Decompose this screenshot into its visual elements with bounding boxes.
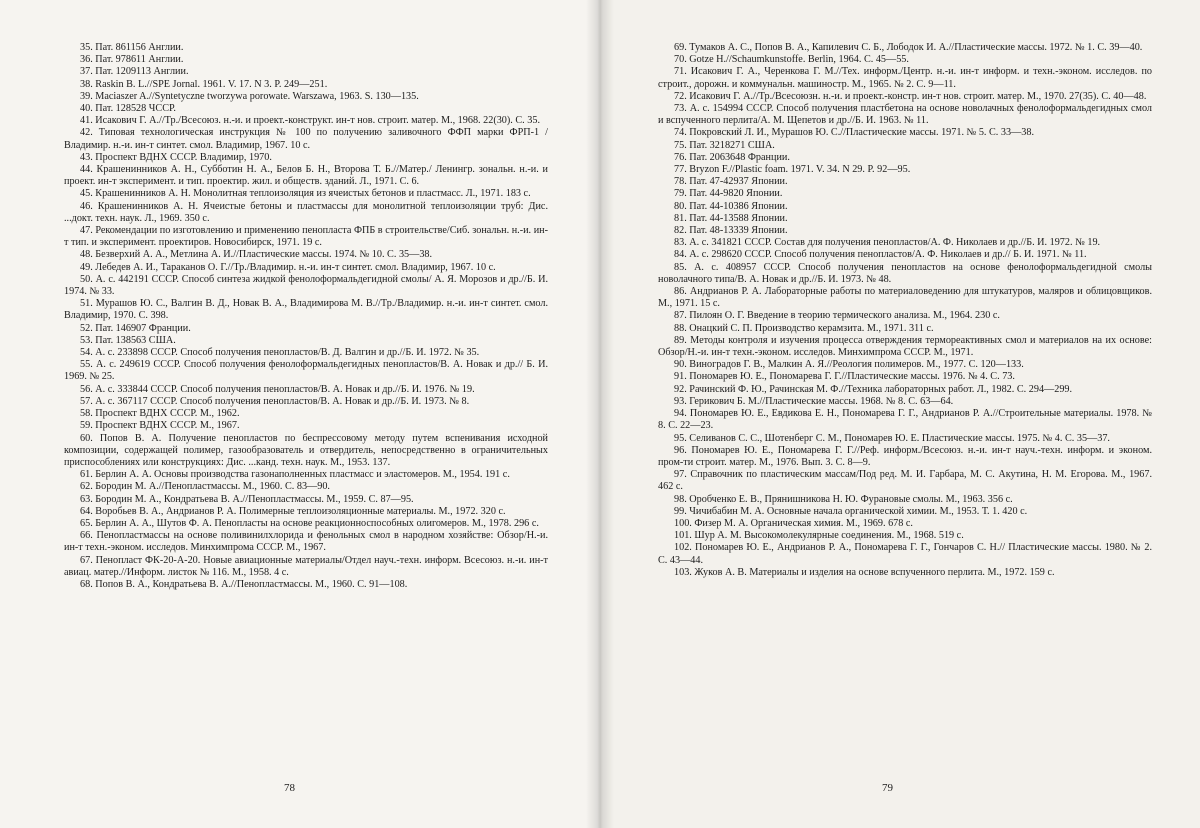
- reference-entry: 81. Пат. 44-13588 Японии.: [658, 213, 1152, 225]
- reference-entry: 99. Чичибабин М. А. Основные начала органической химии. М., 1953. Т. 1. 420 с.: [658, 506, 1152, 518]
- reference-entry: 42. Типовая технологическая инструкция № 100 по получению заливочного ФФП марки ФРП-1 /Владимир. н.-и. ин-т синтет. смол. Владимир, 1967. 10 с.: [64, 127, 548, 151]
- reference-entry: 53. Пат. 138563 США.: [64, 335, 548, 347]
- reference-entry: 93. Герикович Б. М.//Пластические массы. 1968. № 8. С. 63—64.: [658, 396, 1152, 408]
- reference-entry: 59. Проспект ВДНХ СССР. М., 1967.: [64, 420, 548, 432]
- book-spread: [0, 0, 1200, 828]
- reference-entry: 58. Проспект ВДНХ СССР. М., 1962.: [64, 408, 548, 420]
- reference-entry: 95. Селиванов С. С., Шотенберг С. М., Пономарев Ю. Е. Пластические массы. 1975. № 4. С. 35—37.: [658, 433, 1152, 445]
- reference-entry: 103. Жуков А. В. Материалы и изделия на основе вспученного перлита. М., 1972. 159 с.: [658, 567, 1152, 579]
- reference-entry: 87. Пилоян О. Г. Введение в теорию термического анализа. М., 1964. 230 с.: [658, 310, 1152, 322]
- reference-entry: 69. Тумаков А. С., Попов В. А., Капилевич С. Б., Лободок И. А.//Пластические массы. 1972. № 1. С. 39—40.: [658, 42, 1152, 54]
- reference-entry: 54. А. с. 233898 СССР. Способ получения пенопластов/В. Д. Валгин и др.//Б. И. 1972. № 35.: [64, 347, 548, 359]
- reference-entry: 57. А. с. 367117 СССР. Способ получения пенопластов/В. А. Новак и др.//Б. И. 1973. № 8.: [64, 396, 548, 408]
- reference-entry: 36. Пат. 978611 Англии.: [64, 54, 548, 66]
- reference-entry: 55. А. с. 249619 СССР. Способ получения фенолоформальдегидных пенопластов/В. А. Новак и др.// Б. И. 1969. № 25.: [64, 359, 548, 383]
- reference-entry: 61. Берлин А. А. Основы производства газонаполненных пластмасс и эластомеров. М., 1954. 191 с.: [64, 469, 548, 481]
- reference-entry: 40. Пат. 128528 ЧССР.: [64, 103, 548, 115]
- page-number-left: 78: [284, 782, 295, 794]
- reference-entry: 48. Безверхий А. А., Метлина А. И.//Пластические массы. 1974. № 10. С. 35—38.: [64, 249, 548, 261]
- reference-entry: 62. Бородин М. А.//Пенопластмассы. М., 1960. С. 83—90.: [64, 481, 548, 493]
- reference-entry: 86. Андрианов Р. А. Лабораторные работы по материаловедению для штукатуров, маляров и облицовщиков. М., 1971. 15 с.: [658, 286, 1152, 310]
- reference-entry: 74. Покровский Л. И., Мурашов Ю. С.//Пластические массы. 1971. № 5. С. 33—38.: [658, 127, 1152, 139]
- reference-entry: 76. Пат. 2063648 Франции.: [658, 152, 1152, 164]
- reference-entry: 45. Крашенинников А. Н. Монолитная теплоизоляция из ячеистых бетонов и пластмасс. Л., 1971. 183 с.: [64, 188, 548, 200]
- reference-entry: 77. Bryzon F.//Plastic foam. 1971. V. 34. N 29. P. 92—95.: [658, 164, 1152, 176]
- reference-entry: 56. А. с. 333844 СССР. Способ получения пенопластов/В. А. Новак и др.//Б. И. 1976. № 19.: [64, 384, 548, 396]
- reference-entry: 92. Рачинский Ф. Ю., Рачинская М. Ф.//Техника лабораторных работ. Л., 1982. С. 294—299.: [658, 384, 1152, 396]
- reference-entry: 94. Пономарев Ю. Е., Евдикова Е. Н., Пономарева Г. Г., Андрианов Р. А.//Строительные материалы. 1978. № 8. С. 22—23.: [658, 408, 1152, 432]
- reference-entry: 65. Берлин А. А., Шутов Ф. А. Пенопласты на основе реакционноспособных олигомеров. М., 1978. 296 с.: [64, 518, 548, 530]
- reference-entry: 78. Пат. 47-42937 Японии.: [658, 176, 1152, 188]
- reference-entry: 49. Лебедев А. И., Тараканов О. Г.//Тр./Владимир. н.-и. ин-т синтет. смол. Владимир, 1967. 10 с.: [64, 262, 548, 274]
- reference-entry: 89. Методы контроля и изучения процесса отверждения термореактивных смол и материалов на их основе: Обзор/Н.-и. ин-т техн.-эконом. исследов. Минхимпрома СССР. М., 1971.: [658, 335, 1152, 359]
- reference-entry: 35. Пат. 861156 Англии.: [64, 42, 548, 54]
- reference-entry: 67. Пенопласт ФК-20-А-20. Новые авиационные материалы/Отдел науч.-техн. информ. Всесоюз. н.-и. ин-т авиац. матер.//Информ. листок № 116. М., 1958. 4 с.: [64, 555, 548, 579]
- left-reference-list: [64, 42, 548, 591]
- reference-entry: 52. Пат. 146907 Франции.: [64, 323, 548, 335]
- reference-entry: 83. А. с. 341821 СССР. Состав для получения пенопластов/А. Ф. Николаев и др.//Б. И. 1972. № 19.: [658, 237, 1152, 249]
- reference-entry: 100. Физер М. А. Органическая химия. М., 1969. 678 с.: [658, 518, 1152, 530]
- reference-entry: 72. Исакович Г. А.//Тр./Всесоюзн. н.-и. и проект.-констр. ин-т нов. строит. матер. М., 1970. 27(35). С. 40—48.: [658, 91, 1152, 103]
- reference-entry: 88. Онацкий С. П. Производство керамзита. М., 1971. 311 с.: [658, 323, 1152, 335]
- reference-entry: 102. Пономарев Ю. Е., Андрианов Р. А., Пономарева Г. Г., Гончаров С. Н.// Пластические массы. 1980. № 2. С. 43—44.: [658, 542, 1152, 566]
- reference-entry: 96. Пономарев Ю. Е., Пономарева Г. Г.//Реф. информ./Всесоюз. н.-и. ин-т науч.-техн. информ. и эконом. пром-ти строит. матер. М., 1976. Вып. 3. С. 8—9.: [658, 445, 1152, 469]
- reference-entry: 50. А. с. 442191 СССР. Способ синтеза жидкой фенолоформальдегидной смолы/ А. Я. Морозов и др.//Б. И. 1974. № 33.: [64, 274, 548, 298]
- reference-entry: 41. Исакович Г. А.//Тр./Всесоюз. н.-и. и проект.-конструкт. ин-т нов. строит. матер. М., 1968. 22(30). С. 35.: [64, 115, 548, 127]
- book-gutter: [586, 0, 614, 828]
- reference-entry: 75. Пат. 3218271 США.: [658, 140, 1152, 152]
- reference-entry: 91. Пономарев Ю. Е., Пономарева Г. Г.//Пластические массы. 1976. № 4. С. 73.: [658, 371, 1152, 383]
- reference-entry: 90. Виноградов Г. В., Малкин А. Я.//Реология полимеров. М., 1977. С. 120—133.: [658, 359, 1152, 371]
- reference-entry: 70. Gotze H.//Schaumkunstoffe. Berlin, 1964. С. 45—55.: [658, 54, 1152, 66]
- right-page: [600, 0, 1200, 828]
- reference-entry: 85. А. с. 408957 СССР. Способ получения пенопластов на основе фенолоформальдегидной смолы новолачного типа/В. А. Новак и др.//Б. И. 1973. № 48.: [658, 262, 1152, 286]
- reference-entry: 84. А. с. 298620 СССР. Способ получения пенопластов/А. Ф. Николаев и др.// Б. И. 1971. № 11.: [658, 249, 1152, 261]
- reference-entry: 64. Воробьев В. А., Андрианов Р. А. Полимерные теплоизоляционные материалы. М., 1972. 320 с.: [64, 506, 548, 518]
- reference-entry: 39. Maciaszer A.//Syntetyczne tworzywa porowate. Warszawa, 1963. S. 130—135.: [64, 91, 548, 103]
- reference-entry: 97. Справочник по пластическим массам/Под ред. М. И. Гарбара, М. С. Акутина, Н. М. Егорова. М., 1967. 462 с.: [658, 469, 1152, 493]
- reference-entry: 79. Пат. 44-9820 Японии.: [658, 188, 1152, 200]
- reference-entry: 46. Крашенинников А. Н. Ячеистые бетоны и пластмассы для монолитной теплоизоляции труб: Дис. ...докт. техн. наук. Л., 1969. 350 с.: [64, 201, 548, 225]
- reference-entry: 60. Попов В. А. Получение пенопластов по беспрессовому методу путем вспенивания исходной композиции, содержащей полимер, газообразователь и отвердитель, непосредственно в ограничительных приспособлениях или конструкциях: Дис. ...канд. техн. наук. М., 1953. 137.: [64, 433, 548, 470]
- reference-entry: 71. Исакович Г. А., Черенкова Г. М.//Тех. информ./Центр. н.-и. ин-т информ. и техн.-эконом. исследов. по строит., дорожн. и коммунальн. машиностр. М., 1965. № 2. С. 9—11.: [658, 66, 1152, 90]
- reference-entry: 82. Пат. 48-13339 Японии.: [658, 225, 1152, 237]
- page-number-right: 79: [882, 782, 893, 794]
- reference-entry: 43. Проспект ВДНХ СССР. Владимир, 1970.: [64, 152, 548, 164]
- reference-entry: 63. Бородин М. А., Кондратьева В. А.//Пенопластмассы. М., 1959. С. 87—95.: [64, 494, 548, 506]
- reference-entry: 44. Крашенинников А. Н., Субботин Н. А., Белов Б. Н., Второва Т. Б.//Матер./ Ленингр. зональн. н.-и. и проект. ин-т эксперимент. и тип. проектир. жил. и обществ. зданий. Л., 1971. С. 6.: [64, 164, 548, 188]
- reference-entry: 38. Raskin B. L.//SPE Jornal. 1961. V. 17. N 3. P. 249—251.: [64, 79, 548, 91]
- reference-entry: 98. Оробченко Е. В., Прянишникова Н. Ю. Фурановые смолы. М., 1963. 356 с.: [658, 494, 1152, 506]
- reference-entry: 80. Пат. 44-10386 Японии.: [658, 201, 1152, 213]
- reference-entry: 51. Мурашов Ю. С., Валгин В. Д., Новак В. А., Владимирова М. В.//Тр./Владимир. н.-и. ин-т синтет. смол. Владимир, 1970. С. 398.: [64, 298, 548, 322]
- right-reference-list: [658, 42, 1152, 579]
- left-page: [0, 0, 600, 828]
- reference-entry: 73. А. с. 154994 СССР. Способ получения пластбетона на основе новолачных фенолоформальдегидных смол и вспученного перлита/А. М. Щепетов и др.//Б. И. 1963. № 11.: [658, 103, 1152, 127]
- reference-entry: 66. Пенопластмассы на основе поливинилхлорида и фенольных смол в народном хозяйстве: Обзор/Н.-и. ин-т техн.-эконом. исследов. Минхимпрома СССР. М., 1967.: [64, 530, 548, 554]
- reference-entry: 68. Попов В. А., Кондратьева В. А.//Пенопластмассы. М., 1960. С. 91—108.: [64, 579, 548, 591]
- reference-entry: 101. Шур А. М. Высокомолекулярные соединения. М., 1968. 519 с.: [658, 530, 1152, 542]
- reference-entry: 47. Рекомендации по изготовлению и применению пенопласта ФПБ в строительстве/Сиб. зональн. н.-и. ин-т тип. и эксперимент. проектиров. Новосибирск, 1971. 19 с.: [64, 225, 548, 249]
- reference-entry: 37. Пат. 1209113 Англии.: [64, 66, 548, 78]
